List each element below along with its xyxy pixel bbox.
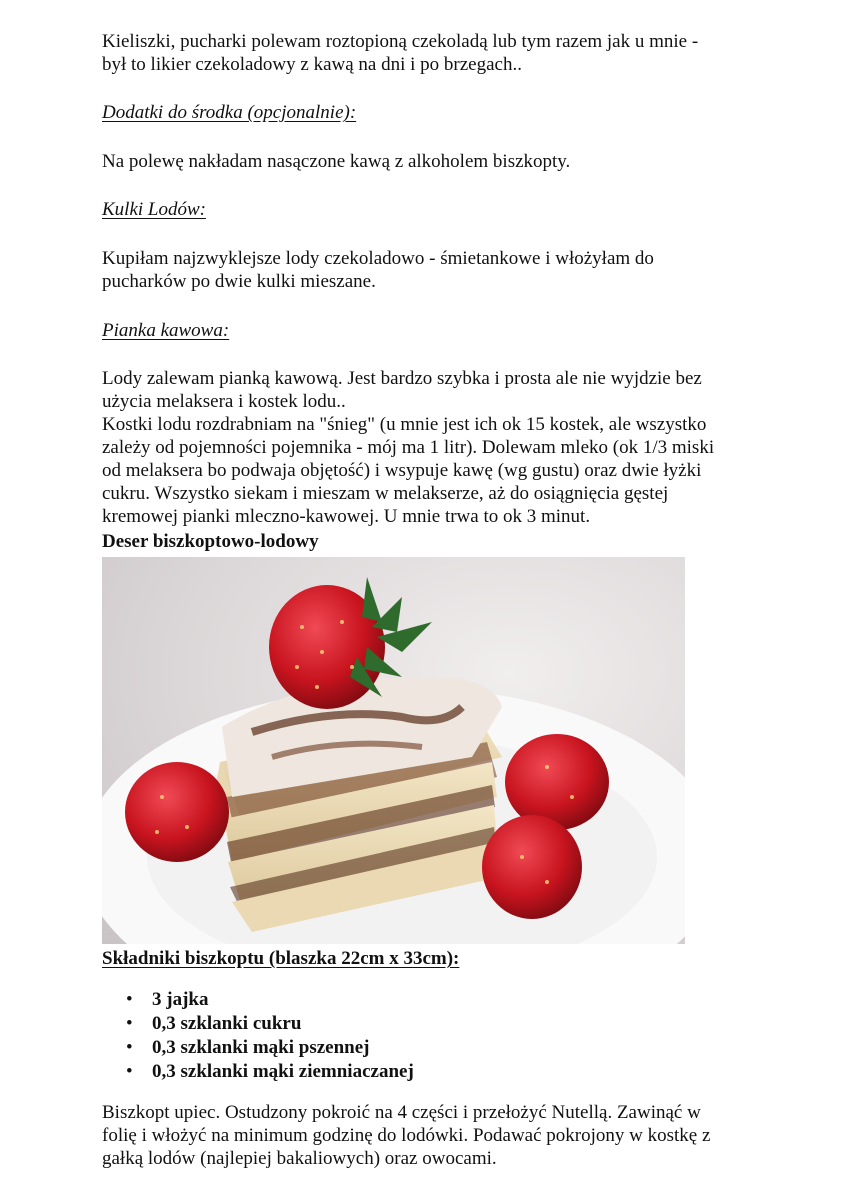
bullet: • [126,1037,133,1058]
document-page [102,30,752,528]
list-item: • 3 jajka [126,989,209,1010]
list-item: • 0,3 szklanki mąki pszennej [126,1037,370,1058]
strawberry-right-bottom [482,815,582,919]
intro-line-1: Kieliszki, pucharki polewam roztopioną czekoladą lub tym razem jak u mnie - [102,31,699,52]
dodatki-heading: Dodatki do środka (opcjonalnie): [102,102,357,123]
kulki-heading: Kulki Lodów: [102,199,206,220]
ingredients-list [102,988,702,1084]
pianka-line-4: zależy od pojemności pojemnika - mój ma 1 litr). Dolewam mleko (ok 1/3 miski [102,437,715,458]
pianka-line-6: cukru. Wszystko siekam i mieszam w melakserze, aż do osiągnięcia gęstej [102,483,669,504]
pianka-line-5: od melaksera bo podwaja objętość) i wsypuje kawę (wg gustu) oraz dwie łyżki [102,460,702,481]
pianka-line-3: Kostki lodu rozdrabniam na "śnieg" (u mnie jest ich ok 15 kostek, ale wszystko [102,414,707,435]
strawberry-left [125,762,229,862]
deser-title: Deser biszkoptowo-lodowy [102,531,319,552]
kulki-line-1: Kupiłam najzwyklejsze lody czekoladowo - śmietankowe i włożyłam do [102,248,654,269]
strawberry-right-top [505,734,609,830]
list-item: • 0,3 szklanki mąki ziemniaczanej [126,1061,414,1082]
dessert-photo [102,557,685,944]
bullet: • [126,989,133,1010]
list-item: • 0,3 szklanki cukru [126,1013,302,1034]
dessert-illustration [102,557,685,944]
instructions [102,1101,762,1170]
pianka-line-7: kremowej pianki mleczno-kawowej. U mnie trwa to ok 3 minut. [102,506,591,527]
pianka-line-2: użycia melaksera i kostek lodu.. [102,391,346,412]
pianka-line-1: Lody zalewam pianką kawową. Jest bardzo szybka i prosta ale nie wyjdzie bez [102,368,702,389]
instructions-line-1: Biszkopt upiec. Ostudzony pokroić na 4 części i przełożyć Nutellą. Zawinąć w [102,1102,701,1123]
bullet: • [126,1013,133,1034]
pianka-heading: Pianka kawowa: [102,320,230,341]
instructions-line-2: folię i włożyć na minimum godzinę do lodówki. Podawać pokrojony w kostkę z [102,1125,711,1146]
intro-line-2: był to likier czekoladowy z kawą na dni i po brzegach.. [102,54,522,75]
ingredients-heading: Składniki biszkoptu (blaszka 22cm x 33cm): [102,948,460,969]
bullet: • [126,1061,133,1082]
dodatki-text: Na polewę nakładam nasączone kawą z alkoholem biszkopty. [102,151,571,172]
kulki-line-2: pucharków po dwie kulki mieszane. [102,271,376,292]
instructions-line-3: gałką lodów (najlepiej bakaliowych) oraz owocami. [102,1148,497,1169]
